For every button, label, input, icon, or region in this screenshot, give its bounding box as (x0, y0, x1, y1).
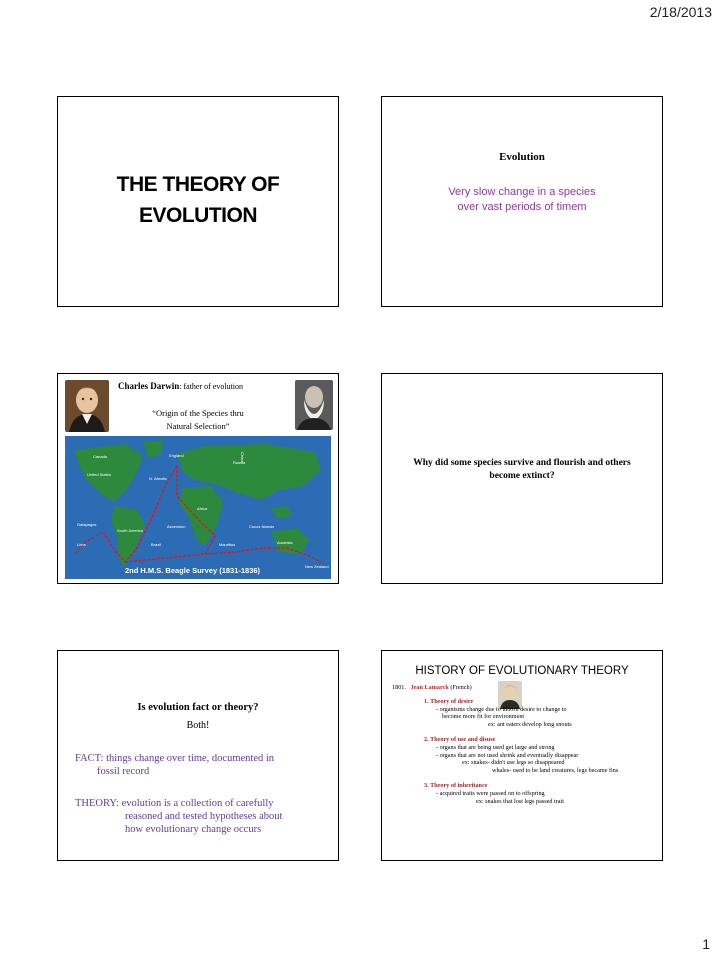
map-label-galapagos: Galapagos (77, 522, 97, 527)
map-label-united-states: United States (87, 472, 112, 477)
map-label-russia: Russia (233, 460, 246, 465)
theory-text-line-2: reasoned and tested hypotheses about (125, 811, 283, 822)
evolution-heading: Evolution (499, 151, 545, 163)
theory-3-heading: 3. Theory of inheritance (424, 781, 488, 789)
question-line-1: Why did some species survive and flourish and others (413, 458, 631, 468)
slide-fact-or-theory (57, 650, 339, 861)
theory-3-line-1: - acquired traits were passed on to offspring (436, 789, 545, 797)
map-label-mauritius: Mauritius (219, 542, 236, 547)
darwin-role: : father of evolution (179, 382, 244, 391)
theory-2-line-4: whales- used to be land creatures, legs became fins (492, 767, 619, 775)
history-title: HISTORY OF EVOLUTIONARY THEORY (415, 665, 629, 677)
fact-definition (75, 752, 337, 778)
slide-darwin (57, 373, 339, 584)
beagle-voyage-map (65, 436, 331, 579)
map-label-australia: Australia (277, 540, 293, 545)
history-body (392, 684, 662, 805)
lamarck-nationality: (French) (448, 684, 472, 691)
title-line-1: THE THEORY OF (116, 173, 280, 196)
book-line-1: “Origin of the Species thru (152, 408, 244, 418)
history-year: 1801. (392, 684, 406, 691)
slide-title-heading (58, 169, 338, 231)
slide-survival-question (381, 373, 663, 584)
lamarck-line (392, 684, 662, 692)
origin-of-species (58, 407, 338, 433)
map-label-new-zealand: New Zealand (305, 564, 329, 569)
fact-text-line-2: fossil record (97, 766, 150, 777)
fact-or-theory-answer: Both! (186, 720, 210, 731)
theory-text-line-3: how evolutionary change occurs (125, 824, 262, 835)
theory-2-heading: 2. Theory of use and disuse (424, 735, 496, 743)
map-label-canada: Canada (93, 454, 108, 459)
slide-evolution-definition (381, 96, 663, 307)
slide-title (57, 96, 339, 307)
theory-1-line-1: - organisms change due to inborn desire to change to (436, 705, 567, 713)
map-label-ascension: Ascension (167, 524, 186, 529)
map-label-lima: Lima (77, 542, 86, 547)
lamarck-name: Jean Lamarck (410, 684, 449, 691)
fact-text-line-1: : things change over time, documented in (100, 753, 275, 764)
map-caption: 2nd H.M.S. Beagle Survey (1831-1836) (125, 566, 261, 575)
book-line-2: Natural Selection” (166, 421, 230, 431)
definition-line-1: Very slow change in a species (448, 186, 596, 198)
theory-definition (75, 797, 337, 836)
theory-1-line-2: become more fit for environment (442, 713, 525, 721)
slide-history (381, 650, 663, 861)
map-label-england: England (169, 453, 184, 458)
theory-1-heading: 1. Theory of desire (424, 697, 474, 705)
map-label-n-atlantic: N. Atlantic (149, 476, 168, 481)
map-label-china: China (240, 452, 245, 463)
theory-2-line-2: - organs that are not used shrink and eventually disappear (436, 751, 579, 759)
theory-label: THEORY (75, 798, 117, 809)
map-label-cocos-islands: Cocos Islands (249, 524, 275, 529)
map-label-south-america: South America (117, 528, 144, 533)
theory-text-line-1: : evolution is a collection of carefully (116, 798, 274, 809)
definition-line-2: over vast periods of timem (457, 201, 587, 213)
darwin-heading (118, 381, 243, 391)
map-label-brazil: Brazil (151, 542, 162, 547)
page-number: 1 (702, 936, 710, 952)
theory-2-line-1: - organs that are being used get large and strong (436, 743, 555, 751)
darwin-name: Charles Darwin (118, 381, 180, 391)
evolution-definition (382, 185, 662, 215)
theory-3-line-2: ex: snakes that lost legs passed trait (476, 797, 564, 805)
map-label-africa: Africa (197, 506, 208, 511)
fact-label: FACT (75, 753, 101, 764)
fact-or-theory-question: Is evolution fact or theory? (137, 702, 259, 713)
question-line-2: become extinct? (489, 471, 555, 481)
theory-2-line-3: ex: snakes- didn't use legs so disappeared (462, 759, 565, 767)
survival-question (382, 457, 662, 483)
title-line-2: EVOLUTION (138, 204, 257, 227)
page-date: 2/18/2013 (649, 4, 712, 20)
theory-1-line-3: ex: ant eaters develop long snouts (488, 721, 572, 729)
